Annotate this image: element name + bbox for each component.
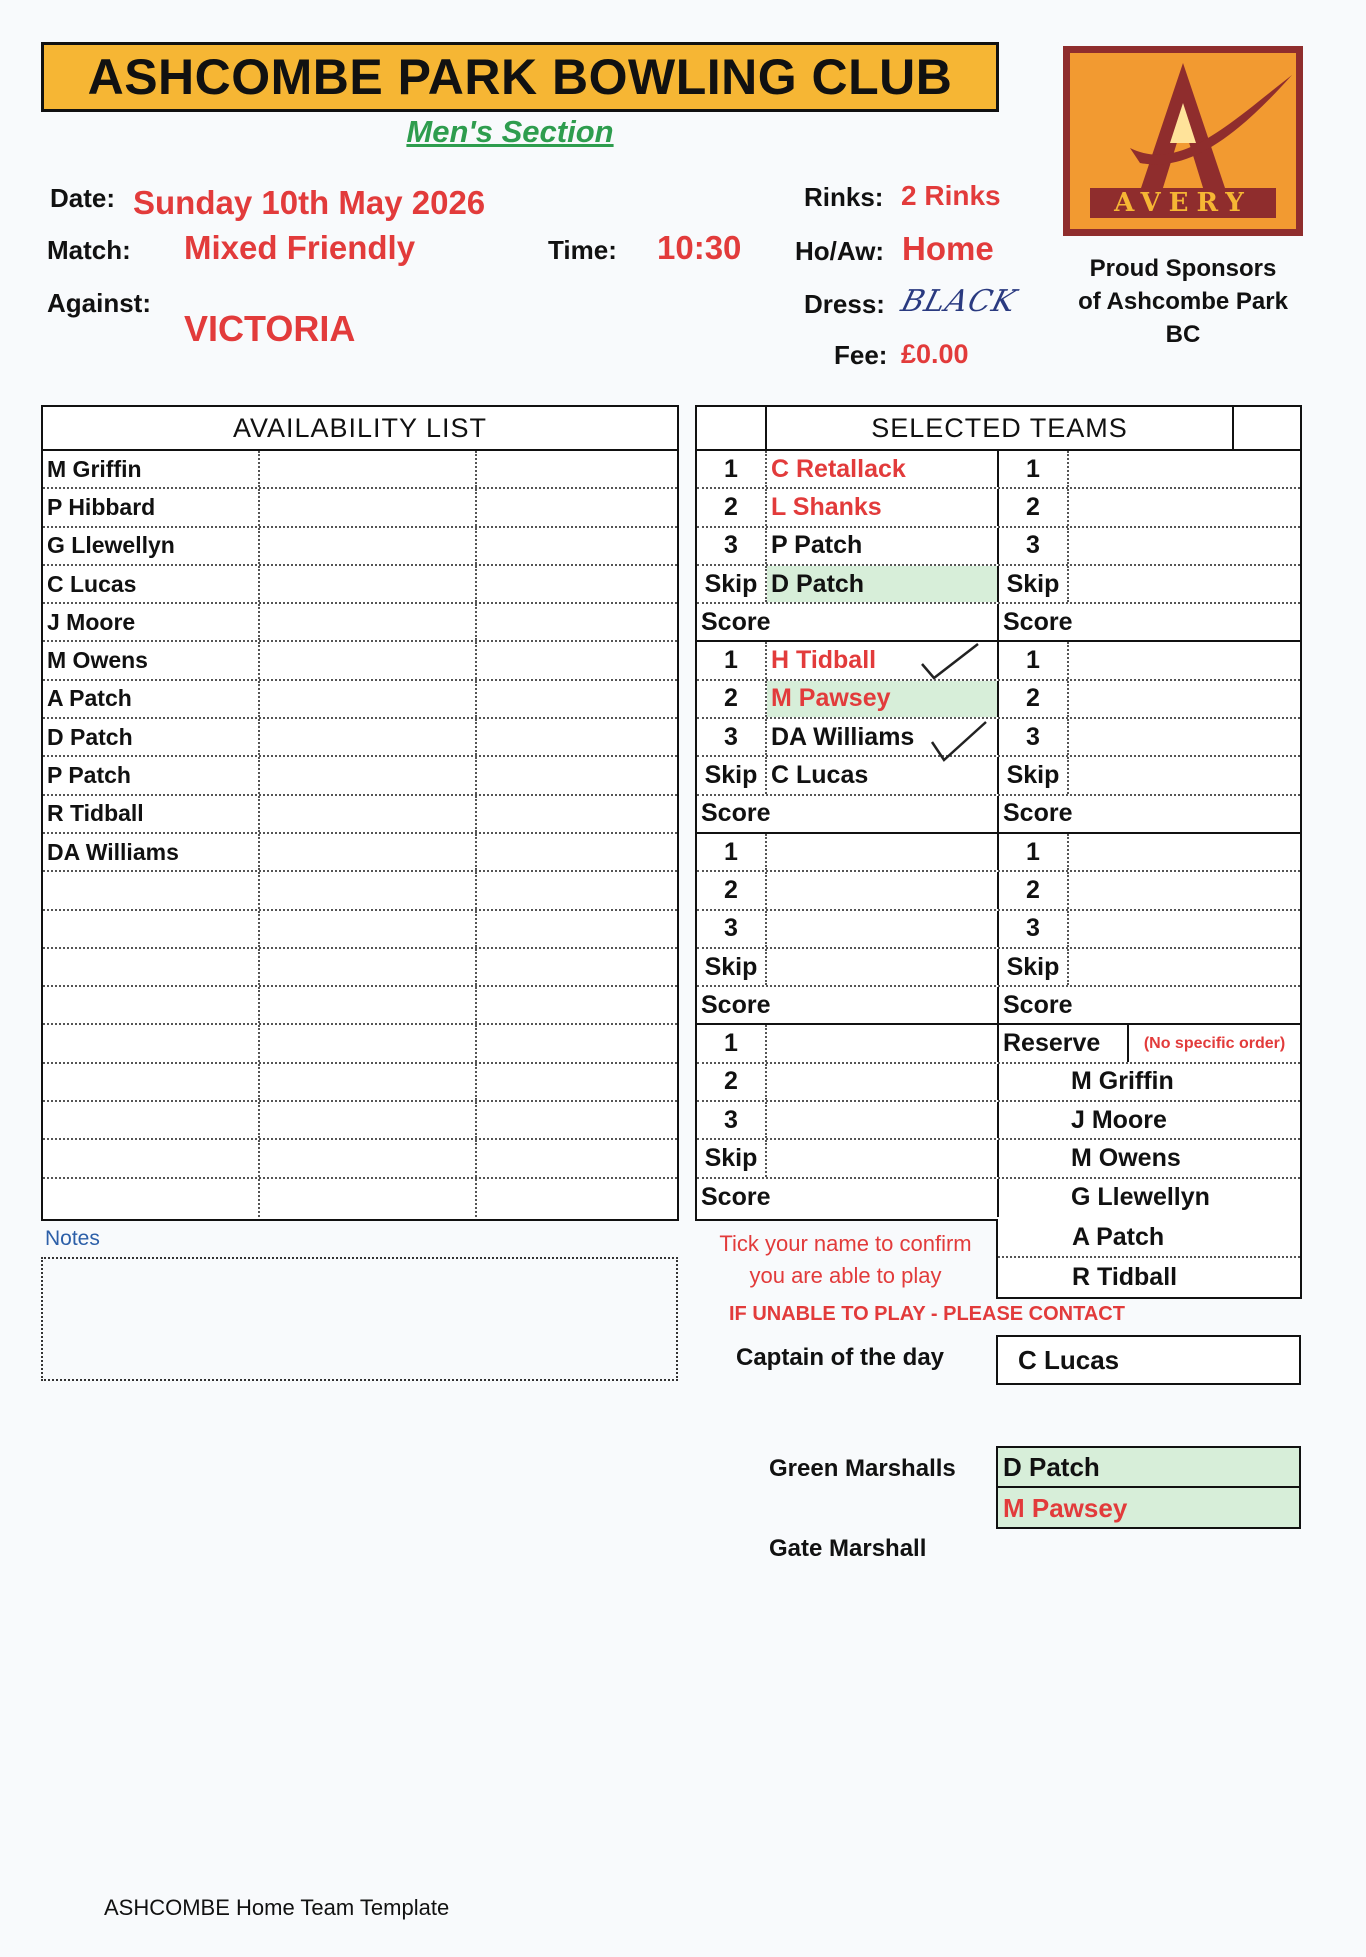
reserve-name: M Griffin bbox=[1071, 1067, 1174, 1096]
availability-cell bbox=[477, 719, 677, 755]
reserve-name: J Moore bbox=[1071, 1105, 1167, 1134]
sponsor-line: Proud Sponsors bbox=[1089, 255, 1277, 282]
captain-box bbox=[996, 1335, 1301, 1385]
availability-name bbox=[43, 911, 260, 947]
date-value: Sunday 10th May 2026 bbox=[133, 184, 486, 221]
availability-name: J Moore bbox=[43, 604, 260, 640]
date-label: Date: bbox=[50, 183, 116, 213]
availability-name: P Hibbard bbox=[43, 489, 260, 525]
availability-row bbox=[43, 1140, 677, 1178]
availability-cell bbox=[477, 489, 677, 525]
availability-heading: AVAILABILITY LIST bbox=[43, 407, 677, 451]
availability-cell bbox=[477, 642, 677, 678]
avery-logo bbox=[1063, 46, 1303, 236]
rink2-skip: C Lucas bbox=[767, 757, 999, 793]
availability-cell bbox=[260, 528, 477, 564]
availability-row bbox=[43, 719, 677, 757]
club-title bbox=[41, 42, 999, 112]
rink2-row1: 1 H Tidball 1 bbox=[697, 642, 1300, 680]
tick-mark-icon bbox=[930, 720, 990, 765]
selected-heading-row bbox=[697, 407, 1300, 451]
rink1-skip: D Patch bbox=[767, 566, 999, 602]
sponsor-line: BC bbox=[1165, 321, 1201, 348]
availability-name: DA Williams bbox=[43, 834, 260, 870]
rink1-row2: 2 L Shanks 2 bbox=[697, 489, 1300, 527]
availability-cell bbox=[477, 757, 677, 793]
availability-cell bbox=[260, 1064, 477, 1100]
hoaw-label: Ho/Aw: bbox=[795, 236, 885, 266]
availability-cell bbox=[477, 604, 677, 640]
against-value: VICTORIA bbox=[184, 308, 356, 349]
availability-row bbox=[43, 796, 677, 834]
reserve-note: (No specific order) bbox=[1143, 1034, 1286, 1052]
availability-cell bbox=[260, 1102, 477, 1138]
rink2-row3: 3 DA Williams 3 bbox=[697, 719, 1300, 757]
availability-cell bbox=[260, 757, 477, 793]
rink2-score-row: Score Score bbox=[697, 796, 1300, 834]
rink1-player2: L Shanks bbox=[767, 489, 999, 525]
availability-cell bbox=[260, 1179, 477, 1217]
rinks-label: Rinks: bbox=[804, 182, 884, 212]
availability-cell bbox=[260, 911, 477, 947]
availability-row bbox=[43, 1179, 677, 1217]
reserve-label: Reserve bbox=[999, 1025, 1129, 1061]
fee-label: Fee: bbox=[834, 340, 888, 370]
availability-name bbox=[43, 872, 260, 908]
reserve-name: A Patch bbox=[998, 1219, 1300, 1258]
rink2-player2: M Pawsey bbox=[767, 681, 999, 717]
availability-cell bbox=[260, 1025, 477, 1061]
captain-label: Captain of the day bbox=[736, 1344, 945, 1371]
rink1-player3: P Patch bbox=[767, 528, 999, 564]
rink4-score-row: Score G Llewellyn bbox=[697, 1179, 1300, 1217]
rink2-player1: H Tidball bbox=[767, 642, 999, 678]
availability-name: D Patch bbox=[43, 719, 260, 755]
rink1-score-row: Score Score bbox=[697, 604, 1300, 642]
availability-row bbox=[43, 604, 677, 642]
availability-cell bbox=[260, 451, 477, 487]
reserve-name: R Tidball bbox=[1072, 1263, 1178, 1291]
time-value: 10:30 bbox=[657, 229, 742, 266]
availability-cell bbox=[477, 1102, 677, 1138]
hoaw-value: Home bbox=[902, 230, 994, 267]
tick-line: you are able to play bbox=[749, 1263, 942, 1288]
rink2-player3: DA Williams bbox=[767, 719, 999, 755]
availability-name: P Patch bbox=[43, 757, 260, 793]
availability-row bbox=[43, 642, 677, 680]
fee-value: £0.00 bbox=[901, 339, 969, 369]
captain-name: C Lucas bbox=[1018, 1344, 1120, 1375]
availability-row bbox=[43, 757, 677, 795]
availability-row bbox=[43, 566, 677, 604]
green-marshalls-box bbox=[996, 1446, 1301, 1529]
time-label: Time: bbox=[548, 235, 617, 265]
availability-name bbox=[43, 1179, 260, 1217]
green-marshall-name: M Pawsey bbox=[1003, 1492, 1128, 1523]
availability-cell bbox=[260, 1140, 477, 1176]
gate-marshall-label: Gate Marshall bbox=[769, 1535, 927, 1562]
availability-cell bbox=[260, 566, 477, 602]
availability-name bbox=[43, 1064, 260, 1100]
sponsor-text bbox=[1058, 252, 1308, 351]
match-label: Match: bbox=[47, 235, 131, 265]
availability-cell bbox=[477, 834, 677, 870]
availability-row bbox=[43, 681, 677, 719]
dress-handwritten: BLACK bbox=[897, 284, 1021, 319]
availability-row bbox=[43, 834, 677, 872]
availability-cell bbox=[477, 1140, 677, 1176]
dress-label: Dress: bbox=[804, 289, 885, 319]
sponsor-line: of Ashcombe Park bbox=[1078, 288, 1288, 315]
availability-row bbox=[43, 872, 677, 910]
against-label: Against: bbox=[47, 288, 151, 318]
availability-cell bbox=[477, 1179, 677, 1217]
tick-line: Tick your name to confirm bbox=[719, 1231, 972, 1256]
availability-row bbox=[43, 949, 677, 987]
rink1-skip-row: Skip D Patch Skip bbox=[697, 566, 1300, 604]
availability-row bbox=[43, 528, 677, 566]
availability-row bbox=[43, 987, 677, 1025]
availability-cell bbox=[260, 834, 477, 870]
availability-cell bbox=[260, 719, 477, 755]
match-value: Mixed Friendly bbox=[184, 229, 416, 266]
availability-row bbox=[43, 911, 677, 949]
rink1-player1: C Retallack bbox=[767, 451, 999, 487]
availability-cell bbox=[260, 987, 477, 1023]
availability-name bbox=[43, 949, 260, 985]
notes-box[interactable] bbox=[41, 1257, 678, 1381]
availability-name bbox=[43, 1140, 260, 1176]
notes-label: Notes bbox=[45, 1227, 100, 1250]
tick-instruction bbox=[698, 1228, 993, 1292]
reserve-name: G Llewellyn bbox=[1071, 1183, 1210, 1212]
rink2-row2: 2 M Pawsey 2 bbox=[697, 681, 1300, 719]
selected-teams-table bbox=[695, 405, 1302, 1221]
rink3-score-row: Score Score bbox=[697, 987, 1300, 1025]
footer-text: ASHCOMBE Home Team Template bbox=[104, 1895, 450, 1920]
availability-name: M Owens bbox=[43, 642, 260, 678]
rinks-value: 2 Rinks bbox=[901, 180, 1001, 211]
section-subtitle: Men's Section bbox=[406, 114, 614, 149]
club-title-text: ASHCOMBE PARK BOWLING CLUB bbox=[87, 49, 953, 105]
availability-row bbox=[43, 489, 677, 527]
rink3-row2: 2 2 bbox=[697, 872, 1300, 910]
availability-cell bbox=[260, 489, 477, 525]
availability-cell bbox=[477, 528, 677, 564]
availability-name: G Llewellyn bbox=[43, 528, 260, 564]
availability-row bbox=[43, 1064, 677, 1102]
tick-mark-icon bbox=[920, 642, 980, 682]
availability-name bbox=[43, 1102, 260, 1138]
unable-message: IF UNABLE TO PLAY - PLEASE CONTACT bbox=[729, 1303, 1125, 1325]
availability-cell bbox=[477, 1025, 677, 1061]
availability-name bbox=[43, 987, 260, 1023]
availability-row bbox=[43, 451, 677, 489]
availability-cell bbox=[477, 1064, 677, 1100]
availability-name: C Lucas bbox=[43, 566, 260, 602]
availability-cell bbox=[477, 911, 677, 947]
rink1-row1: 1 C Retallack 1 bbox=[697, 451, 1300, 489]
availability-cell bbox=[477, 566, 677, 602]
availability-table bbox=[41, 405, 679, 1221]
rink3-row3: 3 3 bbox=[697, 911, 1300, 949]
availability-name bbox=[43, 1025, 260, 1061]
rink4-row1: 1 Reserve (No specific order) bbox=[697, 1025, 1300, 1063]
reserve-continuation bbox=[996, 1219, 1302, 1299]
rink1-row3: 3 P Patch 3 bbox=[697, 528, 1300, 566]
selected-heading: SELECTED TEAMS bbox=[767, 407, 1234, 449]
rink4-row3: 3 J Moore bbox=[697, 1102, 1300, 1140]
green-marshall-name: D Patch bbox=[998, 1448, 1299, 1488]
reserve-name: M Owens bbox=[1071, 1143, 1181, 1172]
rink2-skip-row: Skip C Lucas Skip bbox=[697, 757, 1300, 795]
availability-row bbox=[43, 1025, 677, 1063]
rink4-skip-row: Skip M Owens bbox=[697, 1140, 1300, 1178]
availability-cell bbox=[260, 796, 477, 832]
availability-cell bbox=[477, 796, 677, 832]
green-marshalls-label: Green Marshalls bbox=[769, 1455, 956, 1482]
availability-cell bbox=[477, 451, 677, 487]
availability-cell bbox=[477, 987, 677, 1023]
availability-cell bbox=[260, 604, 477, 640]
rink4-row2: 2 M Griffin bbox=[697, 1064, 1300, 1102]
availability-name: M Griffin bbox=[43, 451, 260, 487]
availability-cell bbox=[477, 872, 677, 908]
rink3-skip-row: Skip Skip bbox=[697, 949, 1300, 987]
availability-cell bbox=[477, 681, 677, 717]
availability-name: R Tidball bbox=[43, 796, 260, 832]
availability-cell bbox=[477, 949, 677, 985]
logo-text: AVERY bbox=[1114, 188, 1252, 218]
availability-cell bbox=[260, 872, 477, 908]
availability-name: A Patch bbox=[43, 681, 260, 717]
availability-cell bbox=[260, 949, 477, 985]
availability-row bbox=[43, 1102, 677, 1140]
availability-cell bbox=[260, 681, 477, 717]
rink3-row1: 1 1 bbox=[697, 834, 1300, 872]
availability-cell bbox=[260, 642, 477, 678]
